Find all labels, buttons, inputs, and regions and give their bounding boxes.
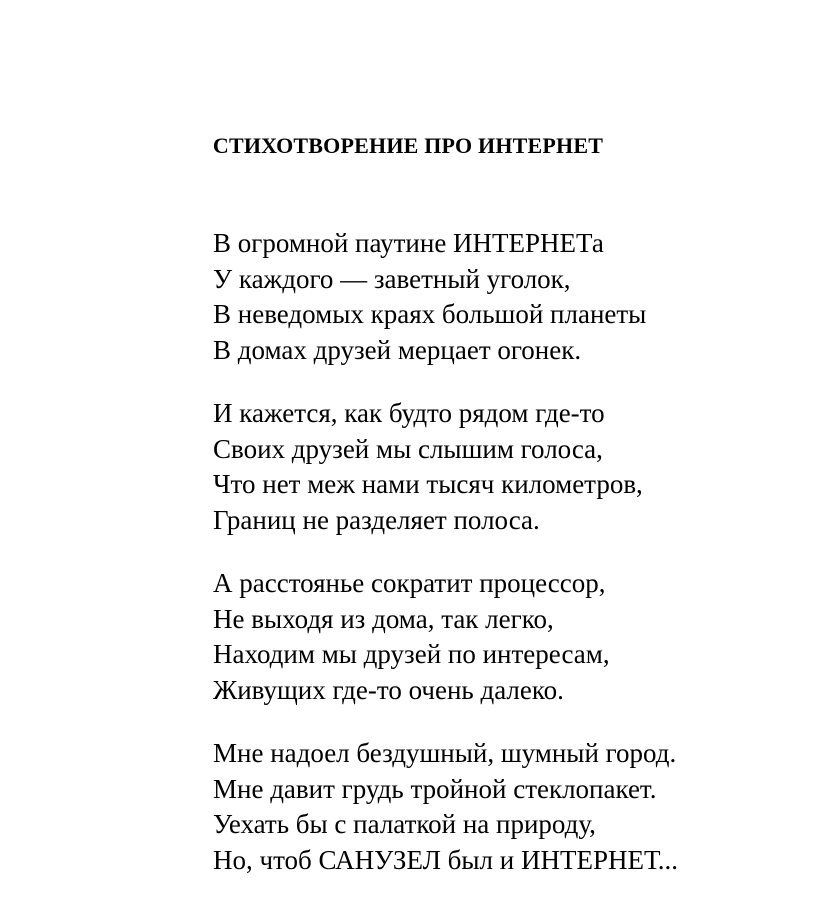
poem-line: Уехать бы с палаткой на природу, (213, 809, 596, 839)
poem-body (213, 226, 773, 906)
stanza-3 (213, 566, 773, 708)
poem-line: Не выходя из дома, так легко, (213, 603, 554, 634)
poem-line: Находим мы друзей по интересам, (213, 639, 610, 669)
poem-line: И кажется, как будто рядом где-то (213, 398, 605, 428)
poem-title: СТИХОТВОРЕНИЕ ПРО ИНТЕРНЕТ (212, 133, 604, 158)
poem-line: У каждого — заветный уголок, (213, 263, 571, 294)
poem-line: В домах друзей мерцает огонек. (213, 334, 582, 365)
poem-line: Живущих где-то очень далеко. (213, 674, 564, 705)
poem-line: В огромной паутине ИНТЕРНЕТа (213, 228, 604, 258)
stanza-1 (213, 226, 773, 368)
poem-line: Своих друзей мы слышим голоса, (213, 433, 603, 464)
poem-line: В неведомых краях большой планеты (213, 299, 647, 329)
stanza-2 (213, 396, 773, 538)
poem-line: Но, чтоб САНУЗЕЛ был и ИНТЕРНЕТ... (213, 844, 678, 875)
stanza-4 (213, 736, 773, 878)
poem-line: Мне надоел бездушный, шумный город. (213, 738, 677, 768)
poem-line: Мне давит грудь тройной стеклопакет. (213, 773, 657, 804)
poem-line: А расстоянье сократит процессор, (213, 568, 606, 598)
poem-line: Что нет меж нами тысяч километров, (213, 469, 643, 499)
poem-line: Границ не разделяет полоса. (213, 504, 540, 535)
